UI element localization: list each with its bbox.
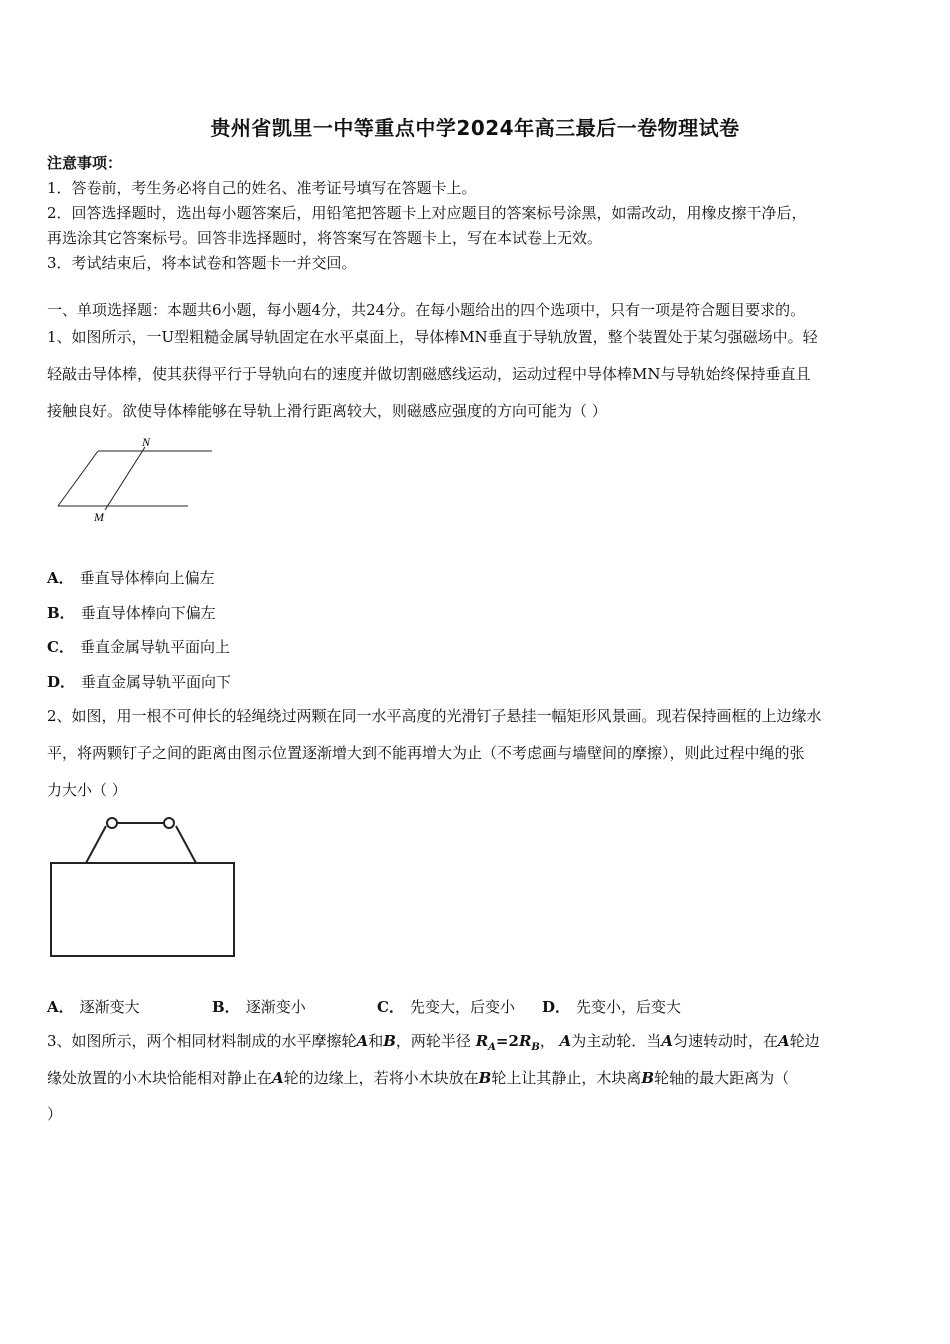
- rope-left: [86, 826, 106, 863]
- q3-line-2: [47, 1068, 789, 1088]
- radius-formula: [475, 1032, 540, 1053]
- radius-eq: =2: [495, 1032, 519, 1050]
- option-letter: C．: [47, 638, 74, 656]
- q2-painting-diagram: [48, 810, 238, 960]
- q3-line-1: [47, 1031, 820, 1058]
- option-text: 逐渐变小: [245, 998, 306, 1016]
- q3-text: 为主动轮．当: [571, 1032, 662, 1050]
- q3-text: 轮轴的最大距离为（: [654, 1069, 790, 1087]
- q1-option-b[interactable]: [47, 603, 216, 623]
- option-letter: B．: [47, 604, 75, 622]
- notice-item-3: 3．考试结束后，将本试卷和答题卡一并交回。: [47, 254, 357, 272]
- q3-text: 和: [368, 1032, 384, 1050]
- radius-symbol: R: [475, 1032, 489, 1050]
- q1-option-a[interactable]: [47, 568, 215, 588]
- painting-frame: [51, 863, 234, 956]
- q2-line-3: 力大小（ ）: [47, 781, 127, 799]
- notice-item-1: 1．答卷前，考生务必将自己的姓名、准考证号填写在答题卡上。: [47, 179, 477, 197]
- label-n: N: [142, 435, 151, 449]
- q3-text: 3、如图所示，两个相同材料制成的水平摩擦轮: [47, 1032, 357, 1050]
- notice-heading: 注意事项：: [47, 154, 123, 172]
- q1-line-2: 轻敲击导体棒，使其获得平行于导轨向右的速度并做切割磁感线运动，运动过程中导体棒MN与导轨始终保持垂直且: [47, 365, 811, 383]
- q1-option-c[interactable]: [47, 637, 230, 657]
- q3-text: 轮上让其静止，木块离: [491, 1069, 642, 1087]
- rail-end: [58, 451, 98, 506]
- q2-option-c[interactable]: [377, 997, 515, 1017]
- var-a: A: [356, 1032, 369, 1050]
- radius-sub-b: B: [531, 1042, 540, 1053]
- option-letter: D．: [542, 998, 571, 1016]
- option-text: 逐渐变大: [79, 998, 140, 1016]
- page-title: 贵州省凯里一中等重点中学2024年高三最后一卷物理试卷: [210, 116, 740, 140]
- radius-symbol: R: [518, 1032, 532, 1050]
- q1-line-3: 接触良好。欲使导体棒能够在导轨上滑行距离较大，则磁感应强度的方向可能为（ ）: [47, 402, 607, 420]
- q3-text: 轮的边缘上，若将小木块放在: [283, 1069, 479, 1087]
- notice-item-2: 2．回答选择题时，选出每小题答案后，用铅笔把答题卡上对应题目的答案标号涂黑，如需改动，用橡皮擦干净后，: [47, 204, 807, 222]
- radius-sub-a: A: [488, 1042, 496, 1053]
- nail-left: [107, 818, 117, 828]
- q2-option-a[interactable]: [47, 997, 140, 1017]
- var-a: A: [559, 1032, 572, 1050]
- option-text: 垂直金属导轨平面向上: [79, 638, 230, 656]
- conductor-rod-mn: [105, 447, 145, 510]
- option-text: 垂直金属导轨平面向下: [81, 673, 232, 691]
- q3-line-3: ）: [47, 1105, 63, 1123]
- q2-option-b[interactable]: [212, 997, 306, 1017]
- var-b: B: [478, 1069, 492, 1087]
- section-heading: 一、单项选择题：本题共6小题，每小题4分，共24分。在每小题给出的四个选项中，只有一项是符合题目要求的。: [47, 301, 806, 319]
- q2-line-1: 2、如图，用一根不可伸长的轻绳绕过两颗在同一水平高度的光滑钉子悬挂一幅矩形风景画。现若保持画框的上边缘水: [47, 707, 822, 725]
- q1-rail-diagram: [50, 430, 220, 530]
- option-letter: B．: [212, 998, 240, 1016]
- option-text: 垂直导体棒向下偏左: [80, 604, 216, 622]
- q1-option-d[interactable]: [47, 672, 231, 692]
- q3-text: 匀速转动时，在: [672, 1032, 778, 1050]
- q3-text: ，两轮半径: [395, 1032, 471, 1050]
- label-m: M: [94, 510, 104, 524]
- q2-option-d[interactable]: [542, 997, 681, 1017]
- option-text: 先变小，后变大: [576, 998, 682, 1016]
- option-text: 先变大，后变小: [409, 998, 515, 1016]
- option-text: 垂直导体棒向上偏左: [79, 569, 215, 587]
- nail-right: [164, 818, 174, 828]
- q3-text: ，: [539, 1032, 555, 1050]
- option-letter: C．: [377, 998, 404, 1016]
- rope-right: [176, 826, 196, 863]
- q3-text: 缘处放置的小木块恰能相对静止在: [47, 1069, 273, 1087]
- option-letter: A．: [47, 569, 74, 587]
- option-letter: A．: [47, 998, 74, 1016]
- q3-text: 轮边: [789, 1032, 820, 1050]
- var-b: B: [383, 1032, 396, 1050]
- var-a: A: [661, 1032, 673, 1050]
- option-letter: D．: [47, 673, 76, 691]
- var-b: B: [641, 1069, 655, 1087]
- q1-line-1: 1、如图所示，一U型粗糙金属导轨固定在水平桌面上，导体棒MN垂直于导轨放置，整个装置处于某匀强磁场中。轻: [47, 328, 818, 346]
- notice-item-2-cont: 再选涂其它答案标号。回答非选择题时，将答案写在答题卡上，写在本试卷上无效。: [47, 229, 603, 247]
- var-a: A: [777, 1032, 790, 1050]
- var-a: A: [272, 1069, 284, 1087]
- q2-line-2: 平，将两颗钉子之间的距离由图示位置逐渐增大到不能再增大为止（不考虑画与墙壁间的摩擦），则此过程中绳的张: [47, 744, 805, 762]
